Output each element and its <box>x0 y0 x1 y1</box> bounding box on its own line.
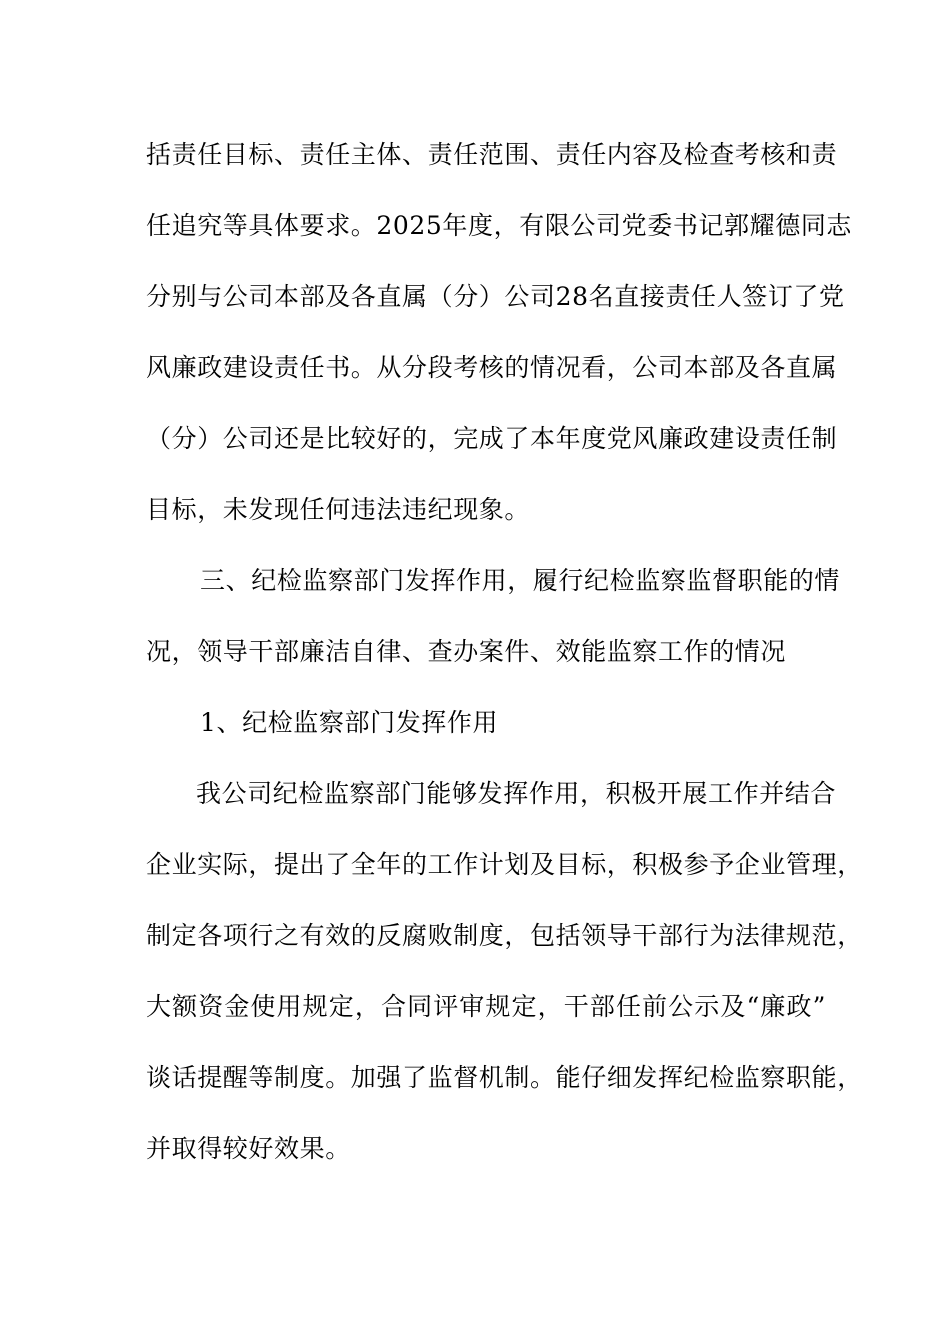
paragraph-line: 制定各项行之有效的反腐败制度，包括领导干部行为法律规范， <box>146 921 863 950</box>
paragraph-line: 并取得较好效果。 <box>146 1134 351 1163</box>
paragraph-line: 企业实际，提出了全年的工作计划及目标，积极参予企业管理， <box>146 850 863 879</box>
paragraph-line: 任追究等具体要求。2025年度，有限公司党委书记郭耀德同志 <box>146 211 853 240</box>
paragraph-line: 大额资金使用规定，合同评审规定，干部任前公示及“廉政” <box>146 992 826 1021</box>
paragraph-line: 谈话提醒等制度。加强了监督机制。能仔细发挥纪检监察职能， <box>146 1063 863 1092</box>
paragraph-line: （分）公司还是比较好的，完成了本年度党风廉政建设责任制 <box>146 424 838 453</box>
paragraph-line: 目标，未发现任何违法违纪现象。 <box>146 495 531 524</box>
paragraph-line: 我公司纪检监察部门能够发挥作用，积极开展工作并结合 <box>196 779 837 808</box>
paragraph-line: 分别与公司本部及各直属（分）公司28名直接责任人签订了党 <box>146 282 845 311</box>
subsection-heading: 1、纪检监察部门发挥作用 <box>200 708 499 737</box>
paragraph-line: 括责任目标、责任主体、责任范围、责任内容及检查考核和责 <box>146 140 838 169</box>
paragraph-line: 风廉政建设责任书。从分段考核的情况看，公司本部及各直属 <box>146 353 838 382</box>
section-heading-line: 三、纪检监察部门发挥作用，履行纪检监察监督职能的情 <box>200 566 841 595</box>
section-heading-line: 况，领导干部廉洁自律、查办案件、效能监察工作的情况 <box>146 637 787 666</box>
